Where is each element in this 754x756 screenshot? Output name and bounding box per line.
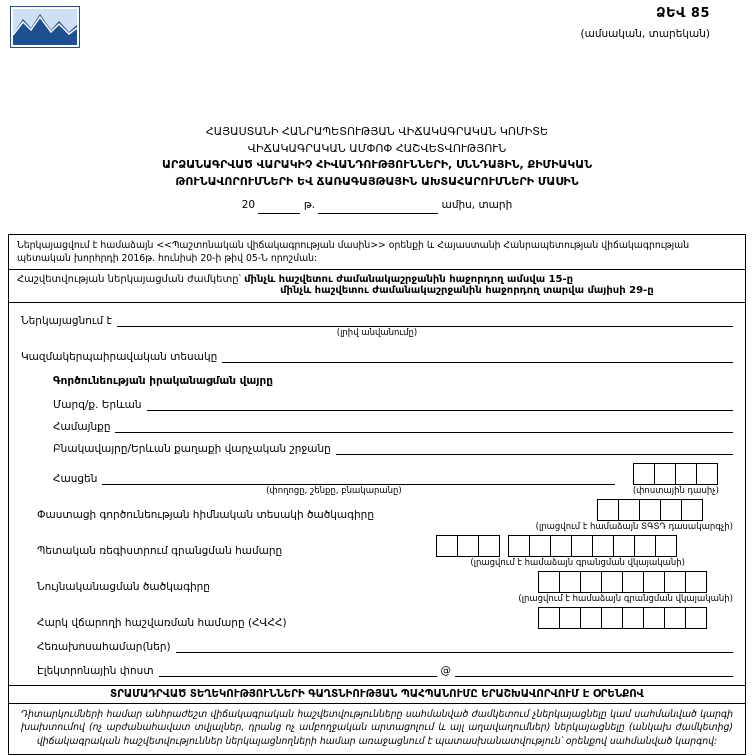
register-digit-cell[interactable] [655,535,677,557]
register-digit-cell[interactable] [634,535,656,557]
register-digit-cell[interactable] [613,535,635,557]
form-code-block [581,6,710,40]
postal-digit-cell[interactable] [654,463,676,485]
settlement-label: Բնակավայրը/Երևան քաղաքի վարչական շրջանը [53,442,331,455]
activity-code-boxes [597,499,703,521]
id-code-digit-cell[interactable] [685,571,707,593]
year-field[interactable] [258,201,300,214]
id-code-digit-cell[interactable] [559,571,581,593]
id-code-digit-cell[interactable] [601,571,623,593]
address-left [53,471,615,497]
register-digit-cell[interactable] [529,535,551,557]
id-code-digit-cell[interactable] [664,571,686,593]
activity-location-heading: Գործունեության իրականացման վայրը [53,374,273,387]
liability-warning-text: Դիտարկումների համար անհրաժեշտ վիճակագրական հաշվետվությունները սահմանված ժամկետում չներկայացնելը կամ սահմանված կարգի խախտումով (ոչ արժանահավատ տվյալներ, դրանց ոչ ամբողջական արտացոլում և այլ աղավաղումներ) ներկայացնելը (անկախ ժամկետից) վիճակագրական հաշվետվություններ ներկայացնողների համար առաջացնում է պատասխանատվություն՝ օրենքով սահմանված կարգով: [21,708,733,747]
region-label: Մարզ/ք. Երևան [53,398,142,411]
committee-name: ՀԱՅԱՍՏԱՆԻ ՀԱՆՐԱՊԵՏՈՒԹՅԱՆ ՎԻՃԱԿԱԳՐԱԿԱՆ ԿՈՄԻՏԵ [205,125,549,138]
address-row [21,463,733,497]
presented-by-hint: (լրիվ անվանումը) [336,327,418,338]
date-line [0,197,754,214]
deadline-annual: մինչև հաշվետու ժամանակաշրջանին հաջորդող տարվա մայիսի 29-ը [280,284,654,296]
postal-hint: (փոստային դասիչ) [632,485,719,496]
register-digit-cell[interactable] [436,535,458,557]
deadline-lines [244,274,654,296]
org-legal-type-field[interactable] [222,349,733,363]
tin-digit-cell[interactable] [559,607,581,629]
activity-code-digit-cell[interactable] [597,499,619,521]
date-prefix: 20 [241,199,256,211]
community-field[interactable] [115,419,733,433]
tin-digit-cell[interactable] [580,607,602,629]
register-label: Պետական ռեգիստրում գրանցման համարը [37,544,283,557]
activity-code-digit-cell[interactable] [660,499,682,521]
region-field[interactable] [147,397,734,411]
community-label: Համայնքը [53,420,111,433]
settlement-row [53,441,733,455]
deadline-section [9,270,745,303]
postal-digit-cell[interactable] [675,463,697,485]
postal-code-block [615,463,719,497]
form-code: ՁԵՎ 85 [656,6,710,21]
register-boxes-group-b [508,535,677,557]
register-digit-cell[interactable] [478,535,500,557]
phone-field[interactable] [176,639,733,653]
id-code-boxes [538,571,707,593]
phone-row [37,639,733,653]
armstat-logo-icon [10,6,80,48]
postal-code-boxes [633,463,719,485]
activity-code-digit-cell[interactable] [639,499,661,521]
confidentiality-section [9,686,745,704]
register-digit-cell[interactable] [550,535,572,557]
address-label: Հասցեն [53,472,98,485]
register-hint: (լրացվում է համաձայն գրանցման վկայականի) [470,557,685,568]
deadline-monthly: մինչև հաշվետու ժամանակաշրջանին հաջորդող ամսվա 15-ը [244,273,574,285]
activity-code-digit-cell[interactable] [681,499,703,521]
postal-digit-cell[interactable] [633,463,655,485]
id-code-label: Նույնականացման ծածկագիրը [37,580,210,593]
presented-by-row [21,313,733,327]
id-code-row [37,571,733,593]
date-label: ամիս, տարի [441,199,513,211]
register-digit-cell[interactable] [457,535,479,557]
liability-warning-section [9,704,745,755]
email-at-symbol: @ [440,664,452,677]
activity-code-label: Փաստացի գործունեության հիմնական տեսակի ծածկագիրը [37,508,374,521]
register-digit-cell[interactable] [592,535,614,557]
register-number-row [37,535,733,557]
presented-by-label: Ներկայացնում է [21,314,112,327]
form-title-line1: ԱՐՁԱՆԱԳՐՎԱԾ ՎԱՐԱԿԻՉ ՀԻՎԱՆԴՈՒԹՅՈՒՆՆԵՐԻ, ՍՆՆԴԱՅԻՆ, ՔԻՄԻԱԿԱՆ [161,158,593,171]
register-digit-cell[interactable] [508,535,530,557]
register-boxes-group-a [436,535,500,557]
date-suffix: թ. [303,199,315,211]
month-field[interactable] [318,201,438,214]
org-legal-type-row [21,349,733,363]
legal-basis-section [9,235,745,270]
activity-code-digit-cell[interactable] [618,499,640,521]
confidentiality-text: ՏՐԱՄԱԴՐՎԱԾ ՏԵՂԵԿՈՒԹՅՈՒՆՆԵՐԻ ԳԱՂՏՆԻՈՒԹՅԱՆ ՊԱՀՊԱՆՈՒՄԸ ԵՐԱՇԽԱՎՈՐՎՈՒՄ Է ՕՐԵՆՔՈՎ [110,688,644,700]
tin-digit-cell[interactable] [601,607,623,629]
org-legal-type-label: Կազմակերպաիրավական տեսակը [21,350,218,363]
address-hint: (փողոցը, շենքը, բնակարանը) [266,485,402,496]
tin-digit-cell[interactable] [664,607,686,629]
legal-basis-text: Ներկայացվում է համաձայն <<Պաշտոնական վիճակագրության մասին>> օրենքի և Հայաստանի Հանրապետության վիճակագրության պետական խորհրդի 2016թ. հունիսի 20-ի թիվ 05-Ն որոշման: [17,239,690,264]
deadline-label: Հաշվետվության ներկայացման ժամկետը՝ [17,273,241,285]
id-code-digit-cell[interactable] [643,571,665,593]
tin-digit-cell[interactable] [685,607,707,629]
register-digit-cell[interactable] [571,535,593,557]
form-periodicity: (ամսական, տարեկան) [580,28,710,40]
settlement-field[interactable] [336,441,733,455]
id-code-digit-cell[interactable] [622,571,644,593]
tin-digit-cell[interactable] [643,607,665,629]
activity-code-row [37,499,733,521]
page-top-row [0,0,754,48]
community-row [53,419,733,433]
form-fields-section [9,303,745,686]
tin-row [37,607,733,629]
email-row [37,663,733,677]
region-row [53,397,733,411]
postal-digit-cell[interactable] [696,463,718,485]
form-title-line2: ԹՈՒՆԱՎՈՐՈՒՄՆԵՐԻ ԵՎ ՃԱՌԱԳԱՅԹԱՅԻՆ ԱԽՏԱՀԱՐՈՒՄՆԵՐԻ ՄԱՍԻՆ [175,174,579,188]
tin-label: Հարկ վճարողի հաշվառման համարը (ՀՎՀՀ) [37,616,287,629]
tin-boxes [538,607,707,629]
email-local-field[interactable] [159,663,437,677]
id-code-digit-cell[interactable] [538,571,560,593]
form-titles [0,124,754,214]
phone-label: Հեռախոսահամար(ներ) [37,640,171,653]
address-field[interactable] [102,471,614,485]
report-kind: ՎԻՃԱԿԱԳՐԱԿԱՆ ԱՄՓՈՓ ՀԱՇՎԵՏՎՈՒԹՅՈՒՆ [247,141,507,155]
id-code-hint: (լրացվում է համաձայն գրանցման վկայականի) [518,593,733,604]
presented-by-field[interactable] [117,313,733,327]
form-body [8,234,746,756]
tin-digit-cell[interactable] [538,607,560,629]
tin-digit-cell[interactable] [622,607,644,629]
id-code-digit-cell[interactable] [580,571,602,593]
activity-code-hint: (լրացվում է համաձայն ՏԳՏԴ դասակարգչի) [535,521,733,532]
email-domain-field[interactable] [455,663,733,677]
email-label: Էլեկտրոնային փոստ [37,664,154,677]
